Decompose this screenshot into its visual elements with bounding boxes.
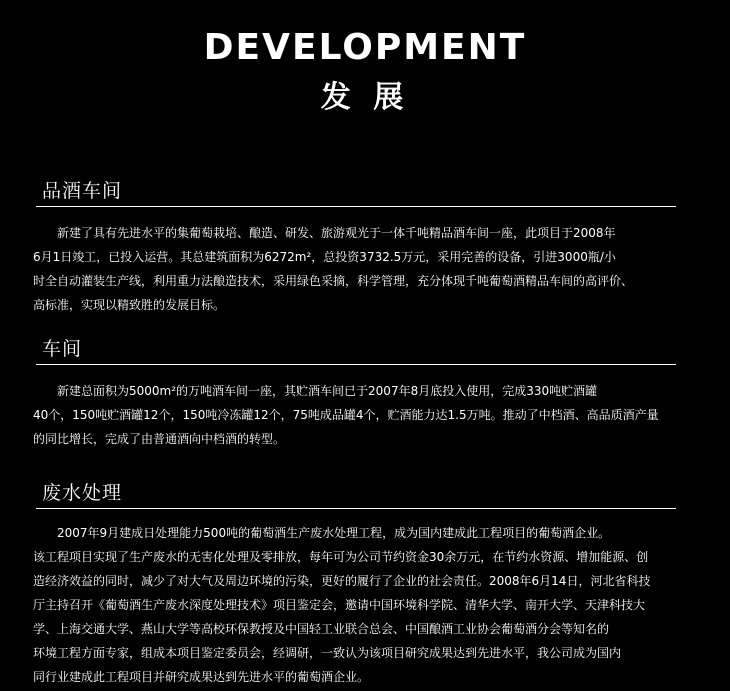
paragraph-line: 该工程项目实现了生产废水的无害化处理及零排放，每年可为公司节约资金30余万元，在节约水资源、增加能源、创 — [33, 550, 649, 564]
section-heading-tasting-workshop — [36, 176, 676, 207]
section-body-wastewater — [33, 521, 683, 689]
paragraph-line: 厅主持召开《葡萄酒生产废水深度处理技术》项目鉴定会，邀请中国环境科学院、清华大学、南开大学、天津科技大 — [33, 598, 646, 612]
page-title-en: DEVELOPMENT — [203, 27, 527, 68]
section-body-tasting-workshop — [33, 221, 683, 317]
section-heading-label: 车间 — [42, 338, 83, 360]
paragraph-line: 的同比增长，完成了由普通酒向中档酒的转型。 — [33, 432, 286, 446]
section-heading-label: 废水处理 — [42, 482, 123, 504]
paragraph-line: 学、上海交通大学、燕山大学等高校环保教授及中国轻工业联合总会、中国酿酒工业协会葡萄酒分会等知名的 — [33, 622, 610, 636]
paragraph-line: 40个，150吨贮酒罐12个，150吨冷冻罐12个，75吨成品罐4个，贮酒能力达1.5万吨。推动了中档酒、高品质酒产量 — [33, 408, 659, 422]
section-heading-workshop — [36, 334, 676, 365]
section-body-workshop — [33, 379, 683, 451]
paragraph-line: 高标准，实现以精致胜的发展目标。 — [33, 298, 226, 312]
paragraph-line: 环境工程方面专家，组成本项目鉴定委员会，经调研，一致认为该项目研究成果达到先进水平，我公司成为国内 — [33, 646, 622, 660]
paragraph-line: 造经济效益的同时，减少了对大气及周边环境的污染，更好的履行了企业的社会责任。2008年6月14日，河北省科技 — [33, 574, 651, 588]
paragraph-line: 6月1日竣工，已投入运营。其总建筑面积为6272m²，总投资3732.5万元，采用完善的设备，引进3000瓶/小 — [33, 250, 616, 264]
paragraph-line: 2007年9月建成日处理能力500吨的葡萄酒生产废水处理工程，成为国内建成此工程项目的葡萄酒企业。 — [33, 526, 611, 540]
section-heading-wastewater — [36, 478, 676, 509]
paragraph-line: 新建总面积为5000m²的万吨酒车间一座，其贮酒车间已于2007年8月底投入使用，完成330吨贮酒罐 — [33, 384, 598, 398]
page-title-zh: 发 展 — [320, 80, 410, 115]
section-heading-label: 品酒车间 — [42, 180, 123, 202]
paragraph-line: 时全自动灌装生产线，利用重力法酿造技术，采用绿色采摘，科学管理，充分体现千吨葡萄酒精品车间的高评价、 — [33, 274, 634, 288]
paragraph-line: 新建了具有先进水平的集葡萄栽培、酿造、研发、旅游观光于一体千吨精品酒车间一座，此项目于2008年 — [33, 226, 616, 240]
paragraph-line: 同行业建成此工程项目并研究成果达到先进水平的葡萄酒企业。 — [33, 670, 370, 684]
